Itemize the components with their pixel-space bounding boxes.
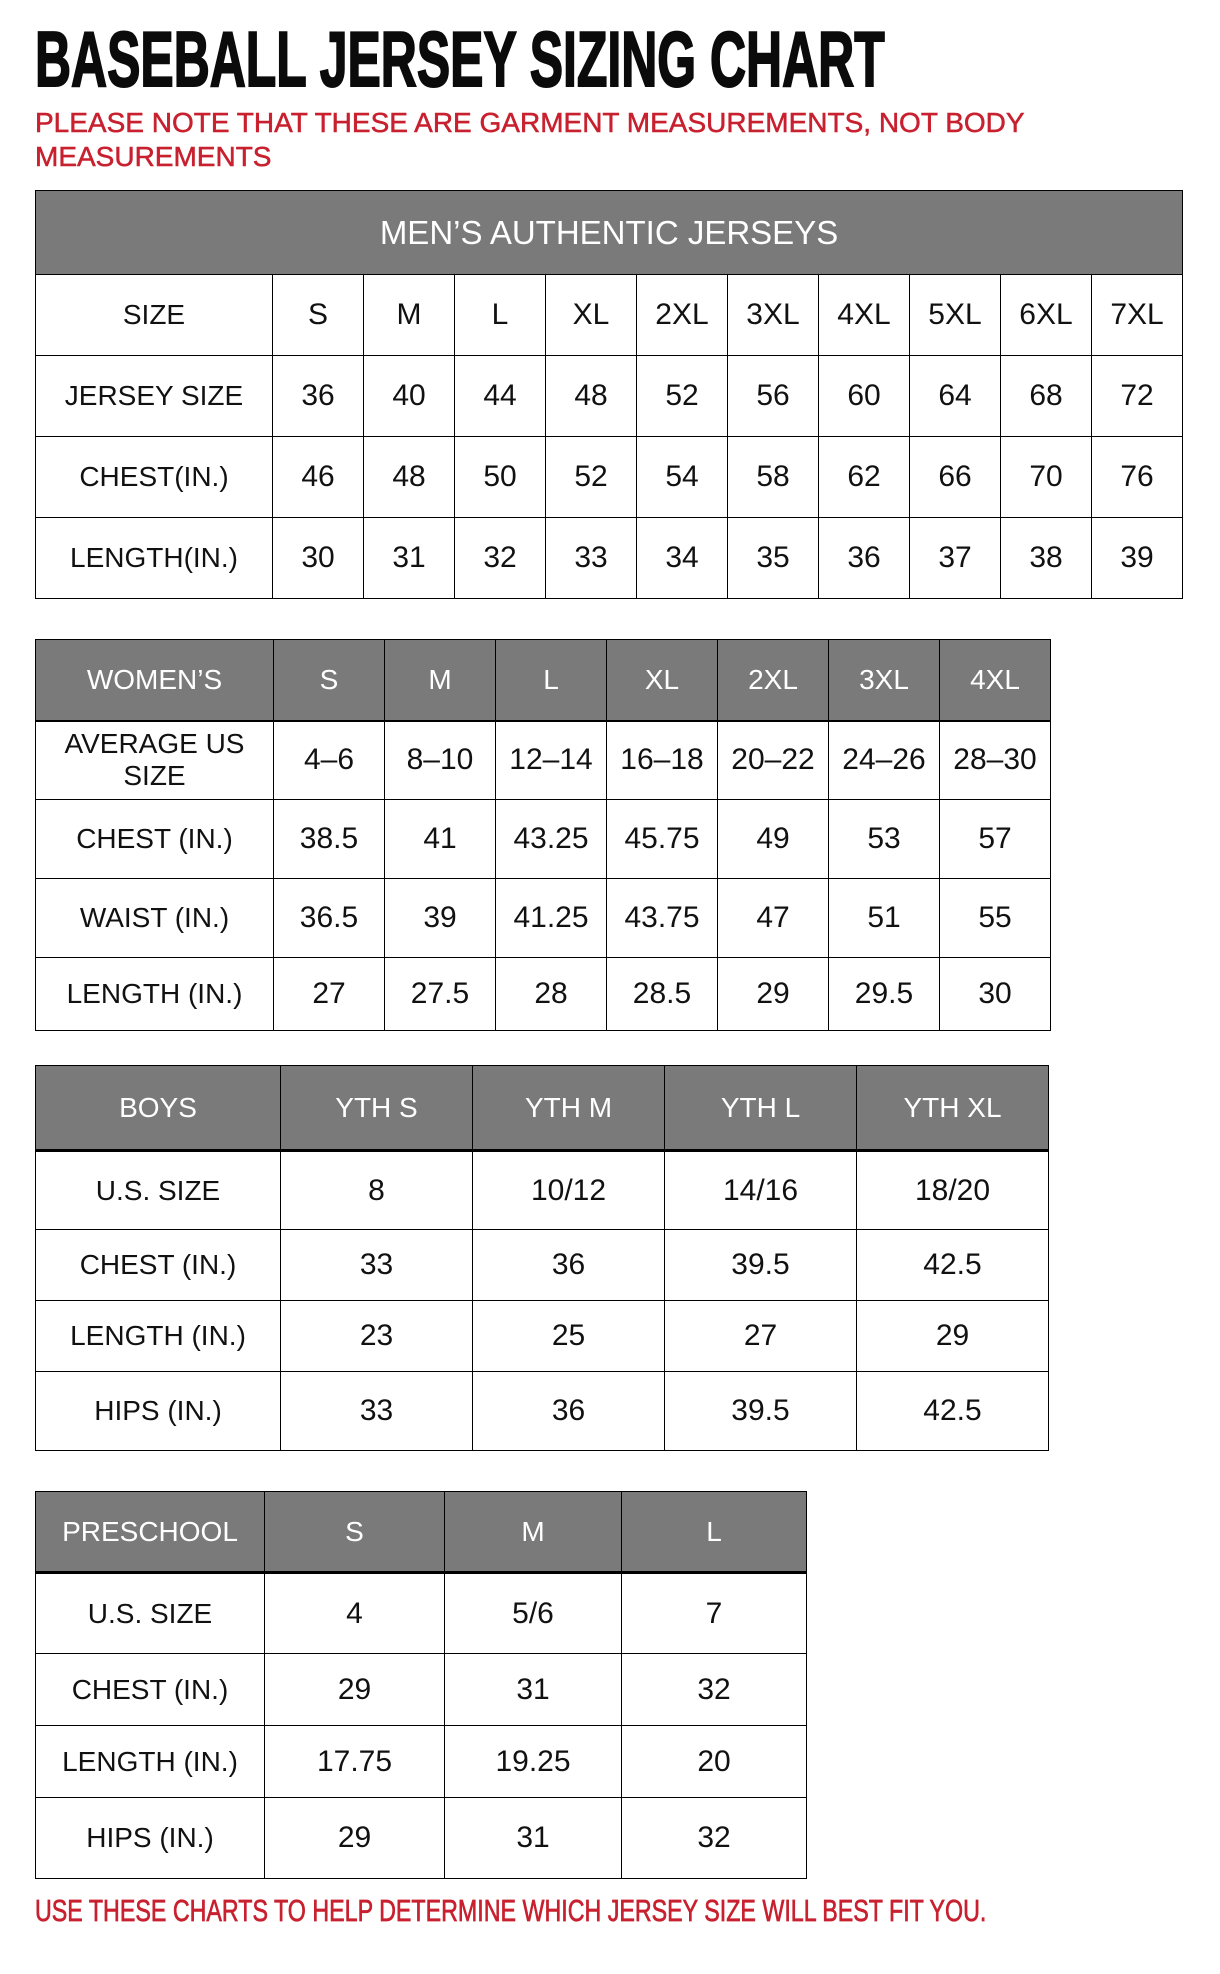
size-value: 36 — [473, 1230, 665, 1301]
size-column-header: S — [274, 640, 385, 721]
size-value: 58 — [728, 437, 819, 518]
size-column-header: M — [445, 1492, 622, 1573]
size-value: L — [455, 275, 546, 356]
table-header-label: BOYS — [36, 1066, 281, 1151]
size-value: 32 — [455, 518, 546, 599]
size-value: 62 — [819, 437, 910, 518]
size-value: 8 — [281, 1151, 473, 1230]
size-value: 57 — [940, 800, 1051, 879]
size-value: 42.5 — [857, 1230, 1049, 1301]
size-column-header: 4XL — [940, 640, 1051, 721]
size-value: 38 — [1001, 518, 1092, 599]
row-label: CHEST (IN.) — [36, 1654, 265, 1726]
size-value: 41.25 — [496, 879, 607, 958]
size-value: 32 — [622, 1654, 807, 1726]
size-value: 34 — [637, 518, 728, 599]
size-value: 4XL — [819, 275, 910, 356]
size-column-header: M — [385, 640, 496, 721]
size-column-header: YTH M — [473, 1066, 665, 1151]
size-value: 39.5 — [665, 1230, 857, 1301]
size-value: 40 — [364, 356, 455, 437]
row-label: LENGTH(IN.) — [36, 518, 273, 599]
size-value: 29 — [265, 1798, 445, 1879]
size-value: 43.75 — [607, 879, 718, 958]
size-value: 48 — [364, 437, 455, 518]
row-label: CHEST (IN.) — [36, 1230, 281, 1301]
size-value: 4 — [265, 1573, 445, 1654]
table-banner: MEN’S AUTHENTIC JERSEYS — [36, 191, 1183, 275]
size-value: 33 — [281, 1372, 473, 1451]
size-value: 54 — [637, 437, 728, 518]
size-value: M — [364, 275, 455, 356]
row-label: HIPS (IN.) — [36, 1798, 265, 1879]
size-value: 25 — [473, 1301, 665, 1372]
table-header-label: WOMEN’S — [36, 640, 274, 721]
size-value: 24–26 — [829, 721, 940, 800]
size-value: 5/6 — [445, 1573, 622, 1654]
row-label: SIZE — [36, 275, 273, 356]
size-value: 36.5 — [274, 879, 385, 958]
size-value: 14/16 — [665, 1151, 857, 1230]
mens-authentic-jerseys-table — [35, 190, 1183, 599]
size-value: 28 — [496, 958, 607, 1031]
size-column-header: YTH XL — [857, 1066, 1049, 1151]
size-value: 66 — [910, 437, 1001, 518]
size-value: 7XL — [1092, 275, 1183, 356]
size-value: 28–30 — [940, 721, 1051, 800]
size-value: 37 — [910, 518, 1001, 599]
size-value: 10/12 — [473, 1151, 665, 1230]
size-value: 33 — [281, 1230, 473, 1301]
size-value: 23 — [281, 1301, 473, 1372]
size-value: 30 — [940, 958, 1051, 1031]
size-value: 6XL — [1001, 275, 1092, 356]
size-value: 31 — [445, 1798, 622, 1879]
size-value: 29 — [265, 1654, 445, 1726]
page-title: BASEBALL JERSEY SIZING CHART — [35, 15, 885, 103]
size-value: 20 — [622, 1726, 807, 1798]
row-label: HIPS (IN.) — [36, 1372, 281, 1451]
size-value: 17.75 — [265, 1726, 445, 1798]
size-value: 39.5 — [665, 1372, 857, 1451]
size-value: 48 — [546, 356, 637, 437]
size-value: 36 — [273, 356, 364, 437]
size-value: 19.25 — [445, 1726, 622, 1798]
size-value: 35 — [728, 518, 819, 599]
size-value: 38.5 — [274, 800, 385, 879]
row-label: U.S. SIZE — [36, 1151, 281, 1230]
size-value: 27 — [665, 1301, 857, 1372]
size-value: 31 — [364, 518, 455, 599]
size-value: 64 — [910, 356, 1001, 437]
fit-note: USE THESE CHARTS TO HELP DETERMINE WHICH JERSEY SIZE WILL BEST FIT YOU. — [35, 1893, 987, 1929]
size-value: 20–22 — [718, 721, 829, 800]
size-value: 4–6 — [274, 721, 385, 800]
size-value: 51 — [829, 879, 940, 958]
size-value: 76 — [1092, 437, 1183, 518]
size-column-header: 3XL — [829, 640, 940, 721]
size-value: 47 — [718, 879, 829, 958]
size-value: 39 — [385, 879, 496, 958]
row-label: AVERAGE US SIZE — [36, 721, 274, 800]
size-value: 5XL — [910, 275, 1001, 356]
size-value: 31 — [445, 1654, 622, 1726]
size-value: 8–10 — [385, 721, 496, 800]
size-value: 46 — [273, 437, 364, 518]
size-column-header: XL — [607, 640, 718, 721]
size-value: 2XL — [637, 275, 728, 356]
size-value: 68 — [1001, 356, 1092, 437]
size-value: 29.5 — [829, 958, 940, 1031]
size-column-header: 2XL — [718, 640, 829, 721]
size-value: XL — [546, 275, 637, 356]
size-value: 72 — [1092, 356, 1183, 437]
size-value: 27.5 — [385, 958, 496, 1031]
size-value: 3XL — [728, 275, 819, 356]
size-column-header: YTH L — [665, 1066, 857, 1151]
size-value: 55 — [940, 879, 1051, 958]
size-value: 43.25 — [496, 800, 607, 879]
size-value: 60 — [819, 356, 910, 437]
size-value: 45.75 — [607, 800, 718, 879]
size-column-header: YTH S — [281, 1066, 473, 1151]
size-value: 52 — [637, 356, 728, 437]
size-value: 32 — [622, 1798, 807, 1879]
size-value: 16–18 — [607, 721, 718, 800]
size-value: 30 — [273, 518, 364, 599]
row-label: LENGTH (IN.) — [36, 958, 274, 1031]
size-value: 36 — [473, 1372, 665, 1451]
row-label: U.S. SIZE — [36, 1573, 265, 1654]
size-value: 18/20 — [857, 1151, 1049, 1230]
size-value: 52 — [546, 437, 637, 518]
size-value: 29 — [857, 1301, 1049, 1372]
row-label: LENGTH (IN.) — [36, 1726, 265, 1798]
row-label: CHEST(IN.) — [36, 437, 273, 518]
size-value: 56 — [728, 356, 819, 437]
row-label: CHEST (IN.) — [36, 800, 274, 879]
size-column-header: L — [496, 640, 607, 721]
size-value: 39 — [1092, 518, 1183, 599]
preschool-sizing-table — [35, 1491, 807, 1879]
size-value: 36 — [819, 518, 910, 599]
size-value: 50 — [455, 437, 546, 518]
size-value: 42.5 — [857, 1372, 1049, 1451]
row-label: LENGTH (IN.) — [36, 1301, 281, 1372]
size-value: 12–14 — [496, 721, 607, 800]
row-label: JERSEY SIZE — [36, 356, 273, 437]
size-value: 28.5 — [607, 958, 718, 1031]
size-value: S — [273, 275, 364, 356]
garment-note: PLEASE NOTE THAT THESE ARE GARMENT MEASUREMENTS, NOT BODY MEASUREMENTS — [35, 107, 1025, 173]
size-column-header: S — [265, 1492, 445, 1573]
size-value: 41 — [385, 800, 496, 879]
size-value: 70 — [1001, 437, 1092, 518]
size-value: 29 — [718, 958, 829, 1031]
boys-sizing-table — [35, 1065, 1049, 1451]
size-value: 53 — [829, 800, 940, 879]
size-value: 7 — [622, 1573, 807, 1654]
size-column-header: L — [622, 1492, 807, 1573]
size-value: 27 — [274, 958, 385, 1031]
size-value: 33 — [546, 518, 637, 599]
size-value: 44 — [455, 356, 546, 437]
row-label: WAIST (IN.) — [36, 879, 274, 958]
womens-sizing-table — [35, 639, 1051, 1031]
table-header-label: PRESCHOOL — [36, 1492, 265, 1573]
size-value: 49 — [718, 800, 829, 879]
